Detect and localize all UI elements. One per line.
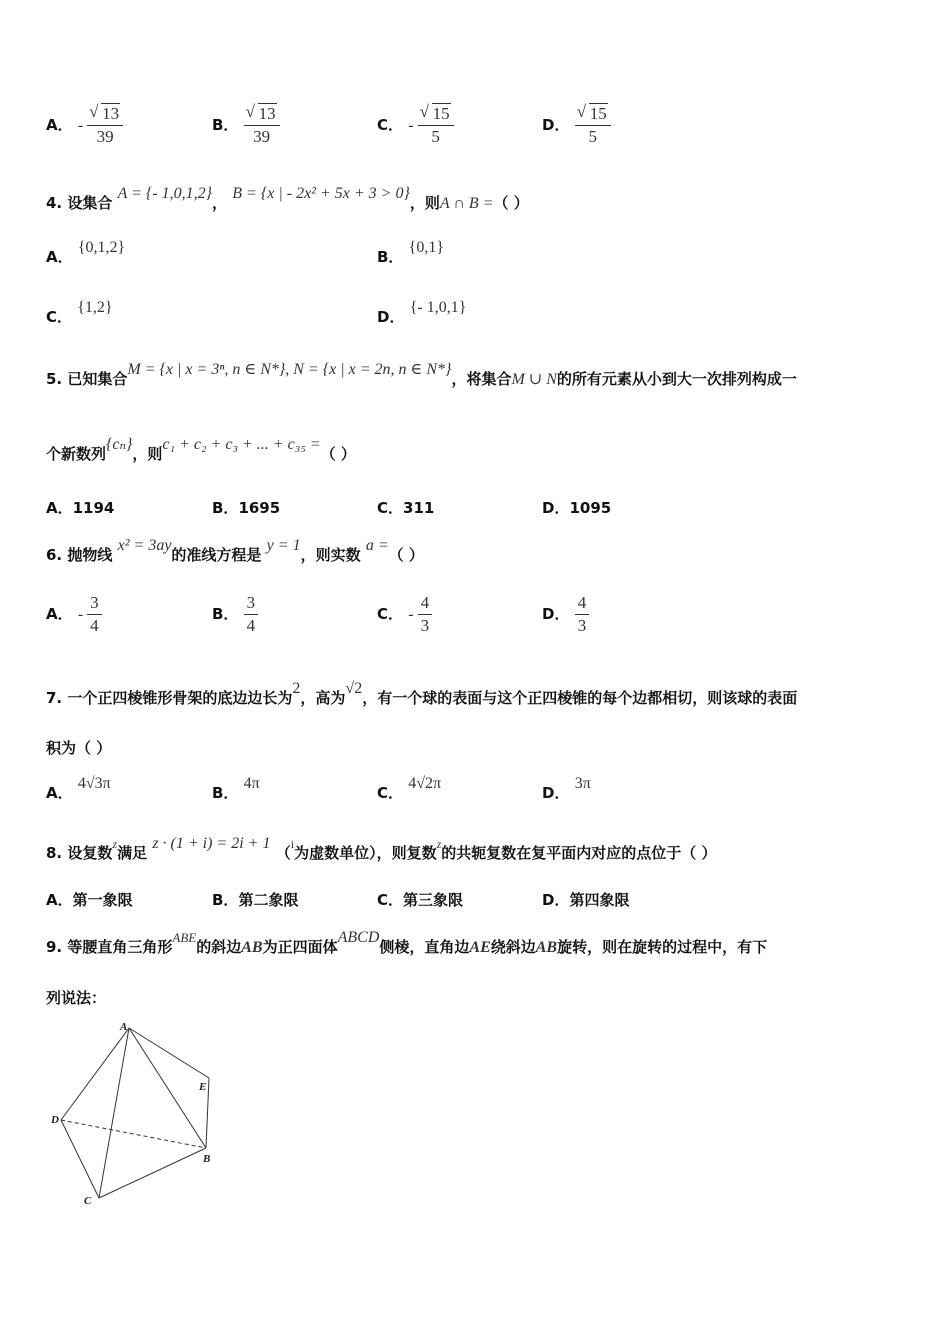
math-expression: A ∩ B = — [439, 195, 494, 212]
math-z: z — [436, 837, 442, 851]
math-ab: AB — [535, 939, 558, 956]
math-union: M ∪ N — [511, 371, 557, 388]
option-letter: C． — [377, 605, 404, 623]
question-text: ，则 — [132, 445, 163, 463]
option-value: {1,2} — [77, 299, 113, 316]
question-number: 4. — [46, 194, 63, 212]
option-letter: C． — [377, 891, 404, 909]
q8-option-b[interactable] — [212, 889, 298, 910]
q7-option-c[interactable] — [377, 775, 442, 803]
edge-ab — [129, 1028, 206, 1148]
option-letter: B． — [212, 499, 239, 517]
question-number: 6. — [46, 546, 63, 564]
math-sets: M = {x | x = 3ⁿ, n ∈ N*}, N = {x | x = 2n, n ∈ N*} — [127, 361, 452, 378]
option-letter: C． — [46, 308, 73, 326]
math-sequence: {cₙ} — [106, 436, 133, 453]
option-value: 4√3π — [77, 775, 111, 792]
question-number: 9. — [46, 938, 63, 956]
question-text: 为虚数单位），则复数 — [294, 844, 437, 862]
math-directrix: y = 1 — [266, 537, 301, 554]
question-text: 的斜边 — [196, 938, 242, 956]
fraction — [575, 592, 590, 637]
math-variable: a = — [365, 537, 389, 554]
fraction — [87, 592, 102, 637]
numerator: 15 — [589, 104, 607, 123]
option-letter: A． — [46, 116, 73, 134]
question-5-stem-line2 — [46, 436, 356, 464]
math-tetrahedron: ABCD — [337, 929, 380, 946]
question-text: 的共轭复数在复平面内对应的点位于（ ） — [441, 844, 717, 862]
q8-option-d[interactable] — [542, 889, 629, 910]
math-i: i — [290, 837, 295, 851]
question-text: 设集合 — [67, 194, 113, 212]
option-sign: - — [408, 117, 414, 134]
question-6-stem — [46, 537, 424, 565]
option-letter: D． — [542, 499, 570, 517]
q3-option-b[interactable] — [212, 103, 280, 148]
option-value: {- 1,0,1} — [409, 299, 467, 316]
question-text: 的准线方程是 — [171, 546, 262, 564]
label-c: C — [84, 1195, 92, 1207]
question-text: ，则实数 — [300, 546, 361, 564]
option-value: 第二象限 — [238, 891, 299, 909]
question-text: 积为（ ） — [46, 739, 112, 757]
numerator: 4 — [418, 592, 433, 615]
question-4-stem — [46, 185, 529, 213]
option-letter: B． — [212, 891, 239, 909]
option-sign: - — [77, 606, 84, 623]
question-text: 旋转，则在旋转的过程中，有下 — [557, 938, 768, 956]
q7-option-b[interactable] — [212, 775, 260, 803]
option-value: 3π — [574, 775, 591, 792]
numerator: 3 — [244, 592, 259, 615]
option-letter: A． — [46, 248, 73, 266]
option-letter: A． — [46, 605, 73, 623]
label-a: A — [120, 1021, 128, 1033]
fraction — [244, 592, 259, 637]
separator: ， — [212, 194, 228, 212]
edge-ae — [129, 1028, 209, 1078]
fraction — [418, 103, 454, 148]
question-number: 7. — [46, 689, 63, 707]
math-triangle: ABE — [172, 930, 197, 945]
option-value: 4π — [243, 775, 260, 792]
q5-option-c[interactable] — [377, 497, 434, 518]
question-text: 一个正四棱锥形骨架的底边边长为 — [67, 689, 293, 707]
question-text: 列说法： — [46, 989, 107, 1007]
tetrahedron-figure — [46, 1018, 226, 1208]
option-letter: B． — [212, 784, 239, 802]
denominator: 5 — [431, 127, 440, 146]
math-height: √2 — [345, 680, 363, 697]
fraction — [575, 103, 611, 148]
q8-option-a[interactable] — [46, 889, 133, 910]
label-b: B — [203, 1153, 211, 1165]
question-number: 5. — [46, 370, 63, 388]
question-text: 为正四面体 — [262, 938, 338, 956]
edge-cb — [99, 1148, 206, 1198]
option-value: 1695 — [238, 499, 281, 517]
question-text: ，将集合 — [451, 370, 512, 388]
q7-option-a[interactable] — [46, 775, 111, 803]
q6-option-b[interactable] — [212, 592, 258, 637]
denominator: 3 — [577, 616, 587, 635]
q5-option-a[interactable] — [46, 497, 114, 518]
math-equation: z · (1 + i) = 2i + 1 — [152, 835, 271, 852]
math-sum: c₁ + c₂ + c₃ + ... + c₃₅ = — [162, 436, 321, 453]
numerator: 15 — [432, 104, 450, 123]
option-letter: B． — [212, 605, 239, 623]
fraction — [87, 103, 123, 148]
option-value: 第四象限 — [569, 891, 630, 909]
math-set-b: B = {x | - 2x² + 5x + 3 > 0} — [232, 185, 410, 202]
option-value: 1095 — [569, 499, 612, 517]
question-text: 的所有元素从小到大一次排列构成一 — [556, 370, 797, 388]
option-letter: B． — [377, 248, 404, 266]
edge-ac — [99, 1028, 129, 1198]
option-letter: D． — [542, 784, 570, 802]
question-text: 等腰直角三角形 — [67, 938, 173, 956]
denominator: 4 — [90, 616, 99, 635]
denominator: 4 — [246, 616, 256, 635]
q3-option-a[interactable] — [46, 103, 123, 148]
denominator: 5 — [588, 127, 597, 146]
question-text: 绕斜边 — [490, 938, 536, 956]
answer-blank: （ ） — [388, 546, 424, 564]
question-text: ，有一个球的表面与这个正四棱锥的每个边都相切，则该球的表面 — [362, 689, 798, 707]
q4-option-b[interactable] — [377, 239, 445, 267]
math-side-length: 2 — [292, 680, 301, 697]
question-5-stem — [46, 361, 797, 389]
denominator: 3 — [420, 616, 430, 635]
question-text: 满足 — [117, 844, 148, 862]
option-sign: - — [408, 606, 414, 623]
question-9-stem — [46, 929, 768, 957]
edge-db-hidden — [61, 1120, 206, 1148]
q6-option-c[interactable] — [377, 592, 432, 637]
question-7-stem-line2 — [46, 737, 111, 758]
math-z: z — [112, 837, 118, 851]
math-ae: AE — [469, 939, 491, 956]
fraction — [244, 103, 280, 148]
q4-option-a[interactable] — [46, 239, 126, 267]
option-value: {0,1,2} — [77, 239, 126, 256]
denominator: 39 — [96, 127, 114, 146]
q7-option-d[interactable] — [542, 775, 591, 803]
edge-ad — [61, 1028, 129, 1120]
option-value: 1194 — [72, 499, 115, 517]
math-set-a: A = {- 1,0,1,2} — [117, 185, 213, 202]
q3-option-d[interactable] — [542, 103, 611, 148]
q6-option-d[interactable] — [542, 592, 589, 637]
option-letter: C． — [377, 116, 404, 134]
question-text: 已知集合 — [67, 370, 128, 388]
question-9-stem-line2 — [46, 987, 106, 1008]
question-number: 8. — [46, 844, 63, 862]
q3-option-c[interactable] — [377, 103, 454, 148]
question-text: 抛物线 — [67, 546, 113, 564]
option-letter: A． — [46, 499, 73, 517]
option-letter: A． — [46, 784, 73, 802]
question-text: ，则 — [409, 194, 440, 212]
option-value: 第一象限 — [72, 891, 133, 909]
q4-option-d[interactable] — [377, 299, 467, 327]
option-letter: C． — [377, 499, 404, 517]
edge-dc — [61, 1120, 99, 1198]
option-letter: D． — [377, 308, 405, 326]
option-letter: A． — [46, 891, 73, 909]
question-8-stem — [46, 835, 717, 863]
question-text: ，高为 — [300, 689, 346, 707]
option-value: {0,1} — [408, 239, 445, 256]
denominator: 39 — [253, 127, 271, 146]
numerator: 13 — [102, 104, 120, 123]
option-sign: - — [77, 117, 84, 134]
answer-blank: （ ） — [493, 194, 529, 212]
math-ab: AB — [241, 939, 263, 956]
q6-option-a[interactable] — [46, 592, 102, 637]
answer-blank: （ ） — [320, 445, 356, 463]
numerator: 13 — [258, 104, 276, 123]
option-letter: D． — [542, 891, 570, 909]
question-text: （ — [275, 844, 291, 862]
fraction — [418, 592, 433, 637]
math-equation: x² = 3ay — [117, 537, 172, 554]
q8-option-c[interactable] — [377, 889, 463, 910]
option-value: 第三象限 — [403, 891, 464, 909]
option-value: 311 — [403, 499, 435, 517]
option-value: 4√2π — [408, 775, 442, 792]
label-d: D — [51, 1114, 59, 1126]
edge-eb — [206, 1078, 209, 1148]
q4-option-c[interactable] — [46, 299, 113, 327]
option-letter: D． — [542, 605, 570, 623]
q5-option-b[interactable] — [212, 497, 280, 518]
option-letter: C． — [377, 784, 404, 802]
q5-option-d[interactable] — [542, 497, 611, 518]
numerator: 4 — [575, 592, 590, 615]
question-text: 个新数列 — [46, 445, 107, 463]
option-letter: D． — [542, 116, 570, 134]
question-7-stem — [46, 680, 798, 708]
numerator: 3 — [87, 592, 102, 615]
question-text: 设复数 — [67, 844, 113, 862]
label-e: E — [199, 1081, 207, 1093]
option-letter: B． — [212, 116, 239, 134]
question-text: 侧棱，直角边 — [379, 938, 470, 956]
